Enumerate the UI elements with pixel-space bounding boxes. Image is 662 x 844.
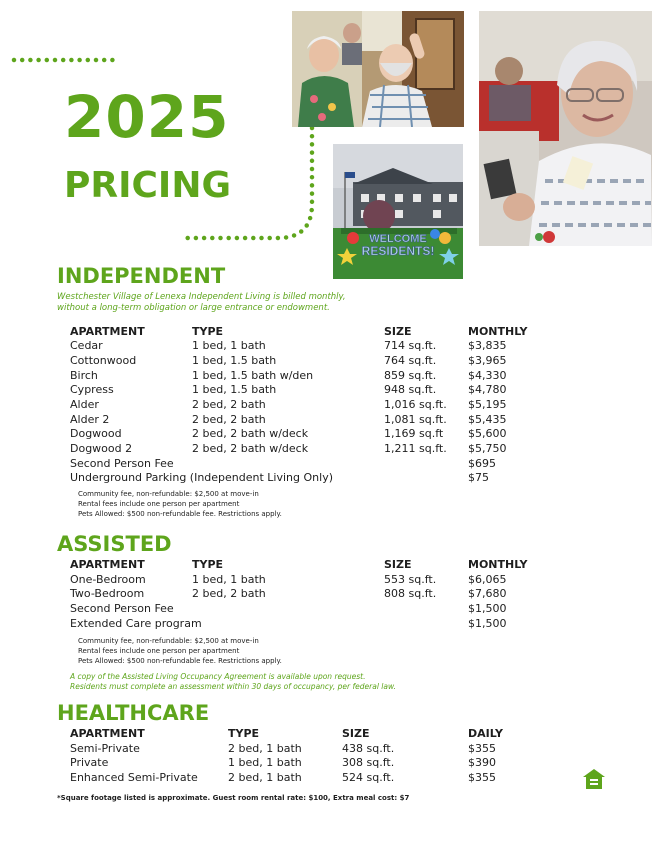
apt-price: $355 [468, 742, 496, 755]
apt-size: 553 sq.ft. [384, 573, 437, 586]
apt-type: 1 bed, 1 bath [192, 339, 266, 352]
note-line: Community fee, non-refundable: $2,500 at move-in [78, 637, 259, 645]
apt-type: 1 bed, 1 bath [192, 573, 266, 586]
col-daily: DAILY [468, 727, 503, 740]
apt-name: Birch [70, 369, 98, 382]
apt-type: 2 bed, 2 bath [192, 587, 266, 600]
apt-type: 2 bed, 2 bath w/deck [192, 427, 309, 440]
col-apartment: APARTMENT [70, 325, 145, 338]
fee-row [70, 602, 590, 616]
table-row [70, 771, 590, 785]
pricing-title: PRICING [64, 165, 231, 206]
apt-name: Semi-Private [70, 742, 140, 755]
apt-type: 2 bed, 1 bath [228, 771, 302, 784]
apt-size: 308 sq.ft. [342, 756, 395, 769]
apt-type: 1 bed, 1 bath [228, 756, 302, 769]
fee-row [70, 471, 590, 485]
apt-price: $5,195 [468, 398, 507, 411]
resident-portrait-photo [479, 11, 652, 246]
apt-price: $3,835 [468, 339, 507, 352]
apt-price: $6,065 [468, 573, 507, 586]
apt-name: Dogwood 2 [70, 442, 133, 455]
table-row [70, 587, 590, 601]
welcome-residents-sign-photo [333, 144, 463, 279]
col-size: SIZE [384, 325, 412, 338]
footnote: *Square footage listed is approximate. Guest room rental rate: $100, Extra meal cost: $7 [57, 794, 410, 802]
assisted-disclaimer [70, 672, 396, 692]
disclaimer-line: A copy of the Assisted Living Occupancy Agreement is available upon request. [70, 672, 366, 681]
apt-type: 2 bed, 1 bath [228, 742, 302, 755]
equal-housing-opportunity-icon [582, 767, 606, 791]
apt-name: One-Bedroom [70, 573, 146, 586]
apt-price: $4,330 [468, 369, 507, 382]
table-row [70, 573, 590, 587]
apt-size: 859 sq.ft. [384, 369, 437, 382]
fee-price: $695 [468, 457, 496, 470]
apt-type: 1 bed, 1.5 bath w/den [192, 369, 314, 382]
apt-price: $7,680 [468, 587, 507, 600]
svg-text:RESIDENTS!: RESIDENTS! [361, 244, 435, 258]
fee-label: Extended Care program [70, 617, 202, 630]
svg-text:WELCOME: WELCOME [369, 233, 427, 245]
independent-intro-line-1: Westchester Village of Lenexa Independent Living is billed monthly, [57, 292, 346, 302]
independent-intro [57, 292, 346, 314]
apt-name: Alder 2 [70, 413, 110, 426]
apt-price: $5,600 [468, 427, 507, 440]
table-row [70, 354, 590, 368]
table-row [70, 383, 590, 397]
apt-price: $5,435 [468, 413, 507, 426]
table-row [70, 442, 590, 456]
table-row [70, 339, 590, 353]
apt-name: Dogwood [70, 427, 122, 440]
apt-type: 1 bed, 1.5 bath [192, 383, 277, 396]
assisted-section-title: ASSISTED [57, 532, 172, 556]
col-type: TYPE [192, 325, 224, 338]
note-line: Rental fees include one person per apartment [78, 647, 240, 655]
col-type: TYPE [192, 558, 224, 571]
apt-size: 1,169 sq.ft [384, 427, 444, 440]
healthcare-section-title: HEALTHCARE [57, 701, 210, 725]
fee-price: $1,500 [468, 602, 507, 615]
pricing-year: 2025 [64, 83, 230, 151]
table-row [70, 427, 590, 441]
fee-row [70, 457, 590, 471]
fee-price: $75 [468, 471, 489, 484]
apt-size: 714 sq.ft. [384, 339, 437, 352]
independent-header-row [70, 325, 590, 339]
table-row [70, 742, 590, 756]
table-row [70, 756, 590, 770]
col-size: SIZE [342, 727, 370, 740]
table-row [70, 413, 590, 427]
note-line: Community fee, non-refundable: $2,500 at move-in [78, 490, 259, 498]
apt-price: $5,750 [468, 442, 507, 455]
table-row [70, 398, 590, 412]
apt-price: $355 [468, 771, 496, 784]
assisted-header-row [70, 558, 590, 572]
apt-size: 1,081 sq.ft. [384, 413, 447, 426]
healthcare-header-row [70, 727, 590, 741]
independent-notes [78, 489, 282, 519]
apt-price: $390 [468, 756, 496, 769]
apt-name: Cypress [70, 383, 114, 396]
apt-name: Cottonwood [70, 354, 137, 367]
fee-label: Underground Parking (Independent Living Only) [70, 471, 333, 484]
col-apartment: APARTMENT [70, 558, 145, 571]
apt-name: Private [70, 756, 109, 769]
disclaimer-line: Residents must complete an assessment within 30 days of occupancy, per federal law. [70, 682, 397, 691]
apt-size: 1,016 sq.ft. [384, 398, 447, 411]
apt-size: 948 sq.ft. [384, 383, 437, 396]
apt-name: Alder [70, 398, 99, 411]
col-type: TYPE [228, 727, 260, 740]
apt-size: 524 sq.ft. [342, 771, 395, 784]
col-apartment: APARTMENT [70, 727, 145, 740]
independent-section-title: INDEPENDENT [57, 264, 226, 288]
apt-type: 2 bed, 2 bath [192, 398, 266, 411]
apt-type: 1 bed, 1.5 bath [192, 354, 277, 367]
assisted-notes [78, 636, 282, 666]
note-line: Pets Allowed: $500 non-refundable fee. Restrictions apply. [78, 510, 282, 518]
apt-size: 1,211 sq.ft. [384, 442, 447, 455]
col-monthly: MONTHLY [468, 558, 528, 571]
apt-price: $3,965 [468, 354, 507, 367]
table-row [70, 369, 590, 383]
apt-type: 2 bed, 2 bath [192, 413, 266, 426]
apt-size: 764 sq.ft. [384, 354, 437, 367]
col-size: SIZE [384, 558, 412, 571]
residents-celebrating-photo [292, 11, 464, 127]
apt-name: Enhanced Semi-Private [70, 771, 198, 784]
apt-price: $4,780 [468, 383, 507, 396]
apt-name: Two-Bedroom [70, 587, 145, 600]
fee-label: Second Person Fee [70, 457, 174, 470]
apt-type: 2 bed, 2 bath w/deck [192, 442, 309, 455]
fee-label: Second Person Fee [70, 602, 174, 615]
fee-row [70, 617, 590, 631]
independent-intro-line-2: without a long-term obligation or large entrance or endowment. [57, 303, 330, 313]
note-line: Rental fees include one person per apartment [78, 500, 240, 508]
apt-size: 438 sq.ft. [342, 742, 395, 755]
apt-size: 808 sq.ft. [384, 587, 437, 600]
note-line: Pets Allowed: $500 non-refundable fee. Restrictions apply. [78, 657, 282, 665]
col-monthly: MONTHLY [468, 325, 528, 338]
apt-name: Cedar [70, 339, 103, 352]
fee-price: $1,500 [468, 617, 507, 630]
